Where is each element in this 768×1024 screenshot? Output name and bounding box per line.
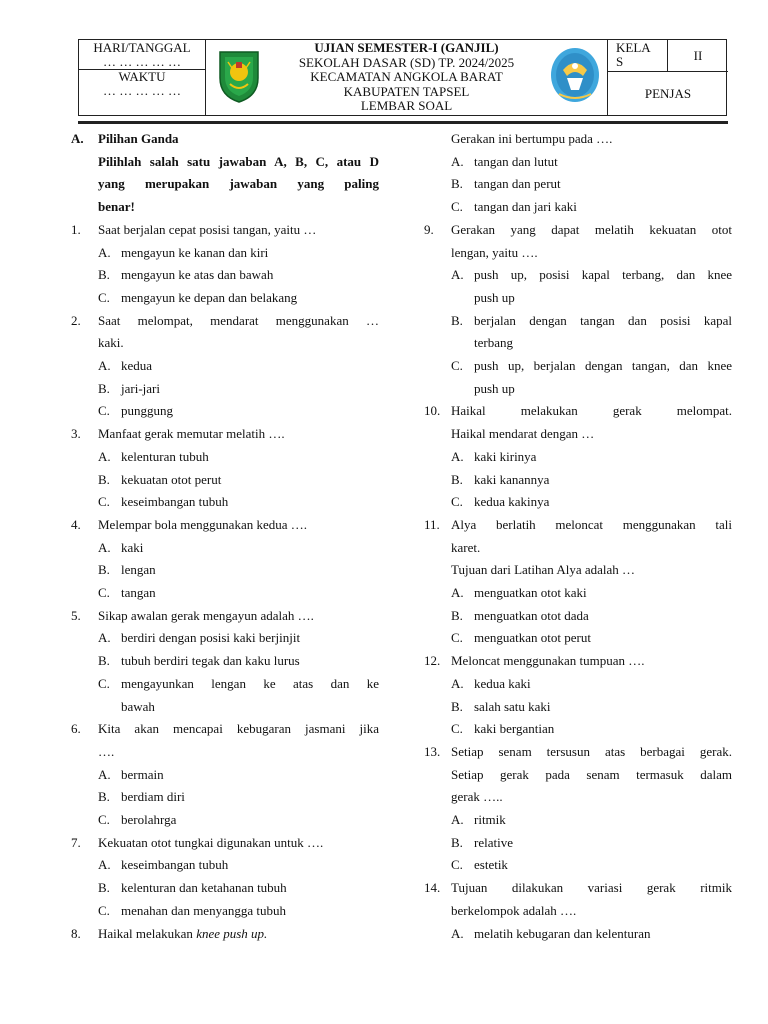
question-text: Haikal mendarat dengan … (451, 426, 595, 442)
option-letter: B. (451, 607, 463, 623)
option-text: kelenturan dan ketahanan tubuh (121, 880, 287, 896)
subject-name: PENJAS (644, 86, 692, 101)
option-text: kedua kakinya (474, 494, 550, 510)
option-letter: C. (98, 585, 110, 600)
class-subject-cell (608, 40, 728, 115)
option-letter: A. (98, 539, 111, 555)
question-text: gerak ….. (451, 789, 503, 805)
option-letter: C. (98, 812, 110, 827)
option-text: jari-jari (121, 380, 160, 396)
option-letter: B. (98, 880, 110, 896)
question-text: Manfaat gerak memutar melatih …. (98, 426, 285, 442)
question-number: 10. (424, 403, 441, 419)
option-text: bermain (121, 766, 164, 782)
option-letter: C. (451, 494, 463, 510)
question-number: 3. (71, 426, 81, 442)
tut-wuri-handayani-logo-icon (549, 46, 601, 104)
option-letter: A. (451, 812, 464, 827)
question-text: …. (98, 743, 115, 759)
option-letter: C. (451, 857, 463, 873)
option-letter: B. (451, 834, 463, 850)
option-text: kaki (121, 539, 144, 555)
option-text: push up, posisi kapal terbang, dan knee (474, 267, 732, 283)
question-text: Melempar bola menggunakan kedua …. (98, 516, 308, 532)
question-text: Gerakan yang dapat melatih kekuatan otot (451, 221, 732, 237)
option-letter: C. (451, 199, 463, 215)
option-text: tangan (121, 585, 156, 600)
question-text: Haikal melakukan gerak melompat. (451, 403, 732, 419)
option-text: terbang (474, 335, 513, 351)
question-text: Saat melompat, mendarat menggunakan … (98, 312, 379, 328)
option-letter: B. (451, 471, 463, 487)
option-letter: C. (451, 721, 463, 737)
option-text: keseimbangan tubuh (121, 494, 229, 510)
option-letter: B. (451, 312, 463, 328)
exam-title: UJIAN SEMESTER-I (GANJIL) (314, 40, 499, 55)
question-italic-text: knee push up. (196, 925, 268, 941)
school-name: SEKOLAH DASAR (SD) TP. 2024/2025 (298, 54, 515, 70)
question-number: 2. (71, 312, 81, 328)
question-text: Tujuan dari Latihan Alya adalah … (451, 562, 636, 578)
option-text: kelenturan tubuh (121, 448, 209, 464)
option-letter: C. (98, 494, 110, 510)
option-letter: A. (98, 857, 111, 873)
question-text: Tujuan dilakukan variasi gerak ritmik (451, 880, 732, 896)
regency-emblem-icon (216, 48, 262, 104)
option-text: berdiri dengan posisi kaki berjinjit (121, 630, 301, 646)
waktu-label: WAKTU (118, 69, 166, 84)
option-text: tangan dan lutut (474, 153, 558, 169)
option-text: berolahrga (121, 812, 177, 827)
option-text: tangan dan jari kaki (474, 199, 577, 215)
question-text: Setiap gerak pada senam termasuk dalam (451, 766, 732, 782)
option-letter: A. (98, 244, 111, 260)
question-number: 9. (424, 221, 434, 237)
option-text: berdiam diri (121, 789, 185, 805)
question-number: 4. (71, 516, 81, 532)
option-letter: A. (451, 153, 464, 169)
kelas-label-line1: KELA (616, 40, 651, 55)
option-text: mengayun ke atas dan bawah (121, 267, 274, 283)
option-letter: A. (98, 766, 111, 782)
option-letter: B. (451, 698, 463, 714)
question-number: 14. (424, 880, 441, 896)
option-letter: A. (451, 448, 464, 464)
option-text: kaki bergantian (474, 721, 555, 737)
option-letter: B. (98, 789, 110, 805)
section-letter: A. (71, 131, 84, 146)
option-text: kedua kaki (474, 675, 531, 691)
option-text: kedua (121, 358, 153, 373)
option-text: tangan dan perut (474, 176, 561, 192)
sheet-name: LEMBAR SOAL (360, 98, 453, 113)
instruction-line-2: yang merupakan jawaban yang paling (98, 176, 379, 192)
option-letter: C. (451, 358, 463, 373)
header-table (78, 39, 727, 116)
option-letter: C. (98, 403, 110, 419)
question-number: 8. (71, 925, 81, 941)
date-box (79, 41, 205, 70)
option-text: mengayun ke depan dan belakang (121, 289, 298, 305)
option-text: ritmik (474, 812, 506, 827)
option-letter: A. (98, 358, 111, 373)
option-text: menguatkan otot dada (474, 607, 589, 623)
option-letter: B. (98, 653, 110, 669)
header-divider (78, 121, 728, 124)
option-letter: C. (98, 902, 110, 918)
option-text: kekuatan otot perut (121, 471, 222, 487)
option-text: melatih kebugaran dan kelenturan (474, 925, 651, 941)
option-letter: B. (98, 380, 110, 396)
section-title: Pilihan Ganda (98, 131, 179, 146)
regency-name: KABUPATEN TAPSEL (343, 83, 470, 99)
waktu-value: … … … … … (103, 83, 181, 98)
option-text: bawah (121, 698, 155, 714)
question-text: Alya berlatih meloncat menggunakan tali (451, 516, 732, 532)
option-letter: B. (98, 562, 110, 578)
question-number: 7. (71, 834, 81, 850)
time-box (79, 70, 205, 108)
option-letter: A. (451, 267, 464, 283)
question-text: Saat berjalan cepat posisi tangan, yaitu … (98, 221, 317, 237)
question-text: Sikap awalan gerak mengayun adalah …. (98, 607, 314, 623)
district-name: KECAMATAN ANGKOLA BARAT (310, 69, 503, 84)
option-text: keseimbangan tubuh (121, 857, 229, 873)
question-number: 11. (424, 516, 440, 532)
option-letter: B. (98, 267, 110, 283)
option-text: menguatkan otot kaki (474, 585, 587, 600)
hari-value: … … … … … (103, 54, 181, 69)
instruction-line-1: Pilihlah salah satu jawaban A, B, C, atau D (98, 153, 379, 169)
kelas-value: II (668, 40, 728, 72)
option-text: relative (474, 834, 513, 850)
question-text: Haikal melakukan knee push up. (98, 925, 268, 941)
kelas-label-line2: S (616, 54, 624, 69)
option-text: push up, berjalan dengan tangan, dan knee (474, 358, 732, 373)
question-text: karet. (451, 539, 481, 555)
question-text: kaki. (98, 335, 124, 351)
question-text: lengan, yaitu …. (451, 244, 538, 260)
question-text: Kekuatan otot tungkai digunakan untuk …. (98, 834, 324, 850)
question-number: 13. (424, 743, 441, 759)
option-text: lengan (121, 562, 156, 578)
option-text: salah satu kaki (474, 698, 551, 714)
option-text: menahan dan menyangga tubuh (121, 902, 286, 918)
option-text: push up (474, 289, 515, 305)
option-text: tubuh berdiri tegak dan kaku lurus (121, 653, 300, 669)
kelas-label (608, 40, 668, 72)
option-text: mengayunkan lengan ke atas dan ke (121, 675, 379, 691)
question-number: 12. (424, 653, 441, 669)
question-text: Meloncat menggunakan tumpuan …. (451, 653, 645, 669)
option-letter: A. (451, 585, 464, 600)
question-text: Kita akan mencapai kebugaran jasmani jika (98, 721, 379, 737)
option-letter: C. (98, 289, 110, 305)
option-text: estetik (474, 857, 508, 873)
option-letter: A. (451, 675, 464, 691)
question-text: berkelompok adalah …. (451, 902, 577, 918)
question-number: 1. (71, 221, 81, 237)
date-time-cell (79, 40, 206, 115)
option-text: kaki kanannya (474, 471, 550, 487)
instruction-line-3: benar! (98, 199, 135, 215)
question-text: Setiap senam tersusun atas berbagai gerak. (451, 743, 732, 759)
option-letter: C. (451, 630, 463, 646)
option-letter: A. (98, 448, 111, 464)
hari-label: HARI/TANGGAL (93, 40, 191, 55)
option-text: menguatkan otot perut (474, 630, 591, 646)
option-text: kaki kirinya (474, 448, 537, 464)
option-text: punggung (121, 403, 173, 419)
option-letter: A. (98, 630, 111, 646)
option-text: mengayun ke kanan dan kiri (121, 244, 269, 260)
option-letter: C. (98, 675, 110, 691)
option-text: berjalan dengan tangan dan posisi kapal (474, 312, 732, 328)
option-letter: A. (451, 925, 464, 941)
question-number: 6. (71, 721, 81, 737)
option-text: push up (474, 380, 515, 396)
title-cell (206, 40, 608, 115)
question-number: 5. (71, 607, 81, 623)
option-letter: B. (451, 176, 463, 192)
option-letter: B. (98, 471, 110, 487)
question-text: Gerakan ini bertumpu pada …. (451, 131, 613, 146)
